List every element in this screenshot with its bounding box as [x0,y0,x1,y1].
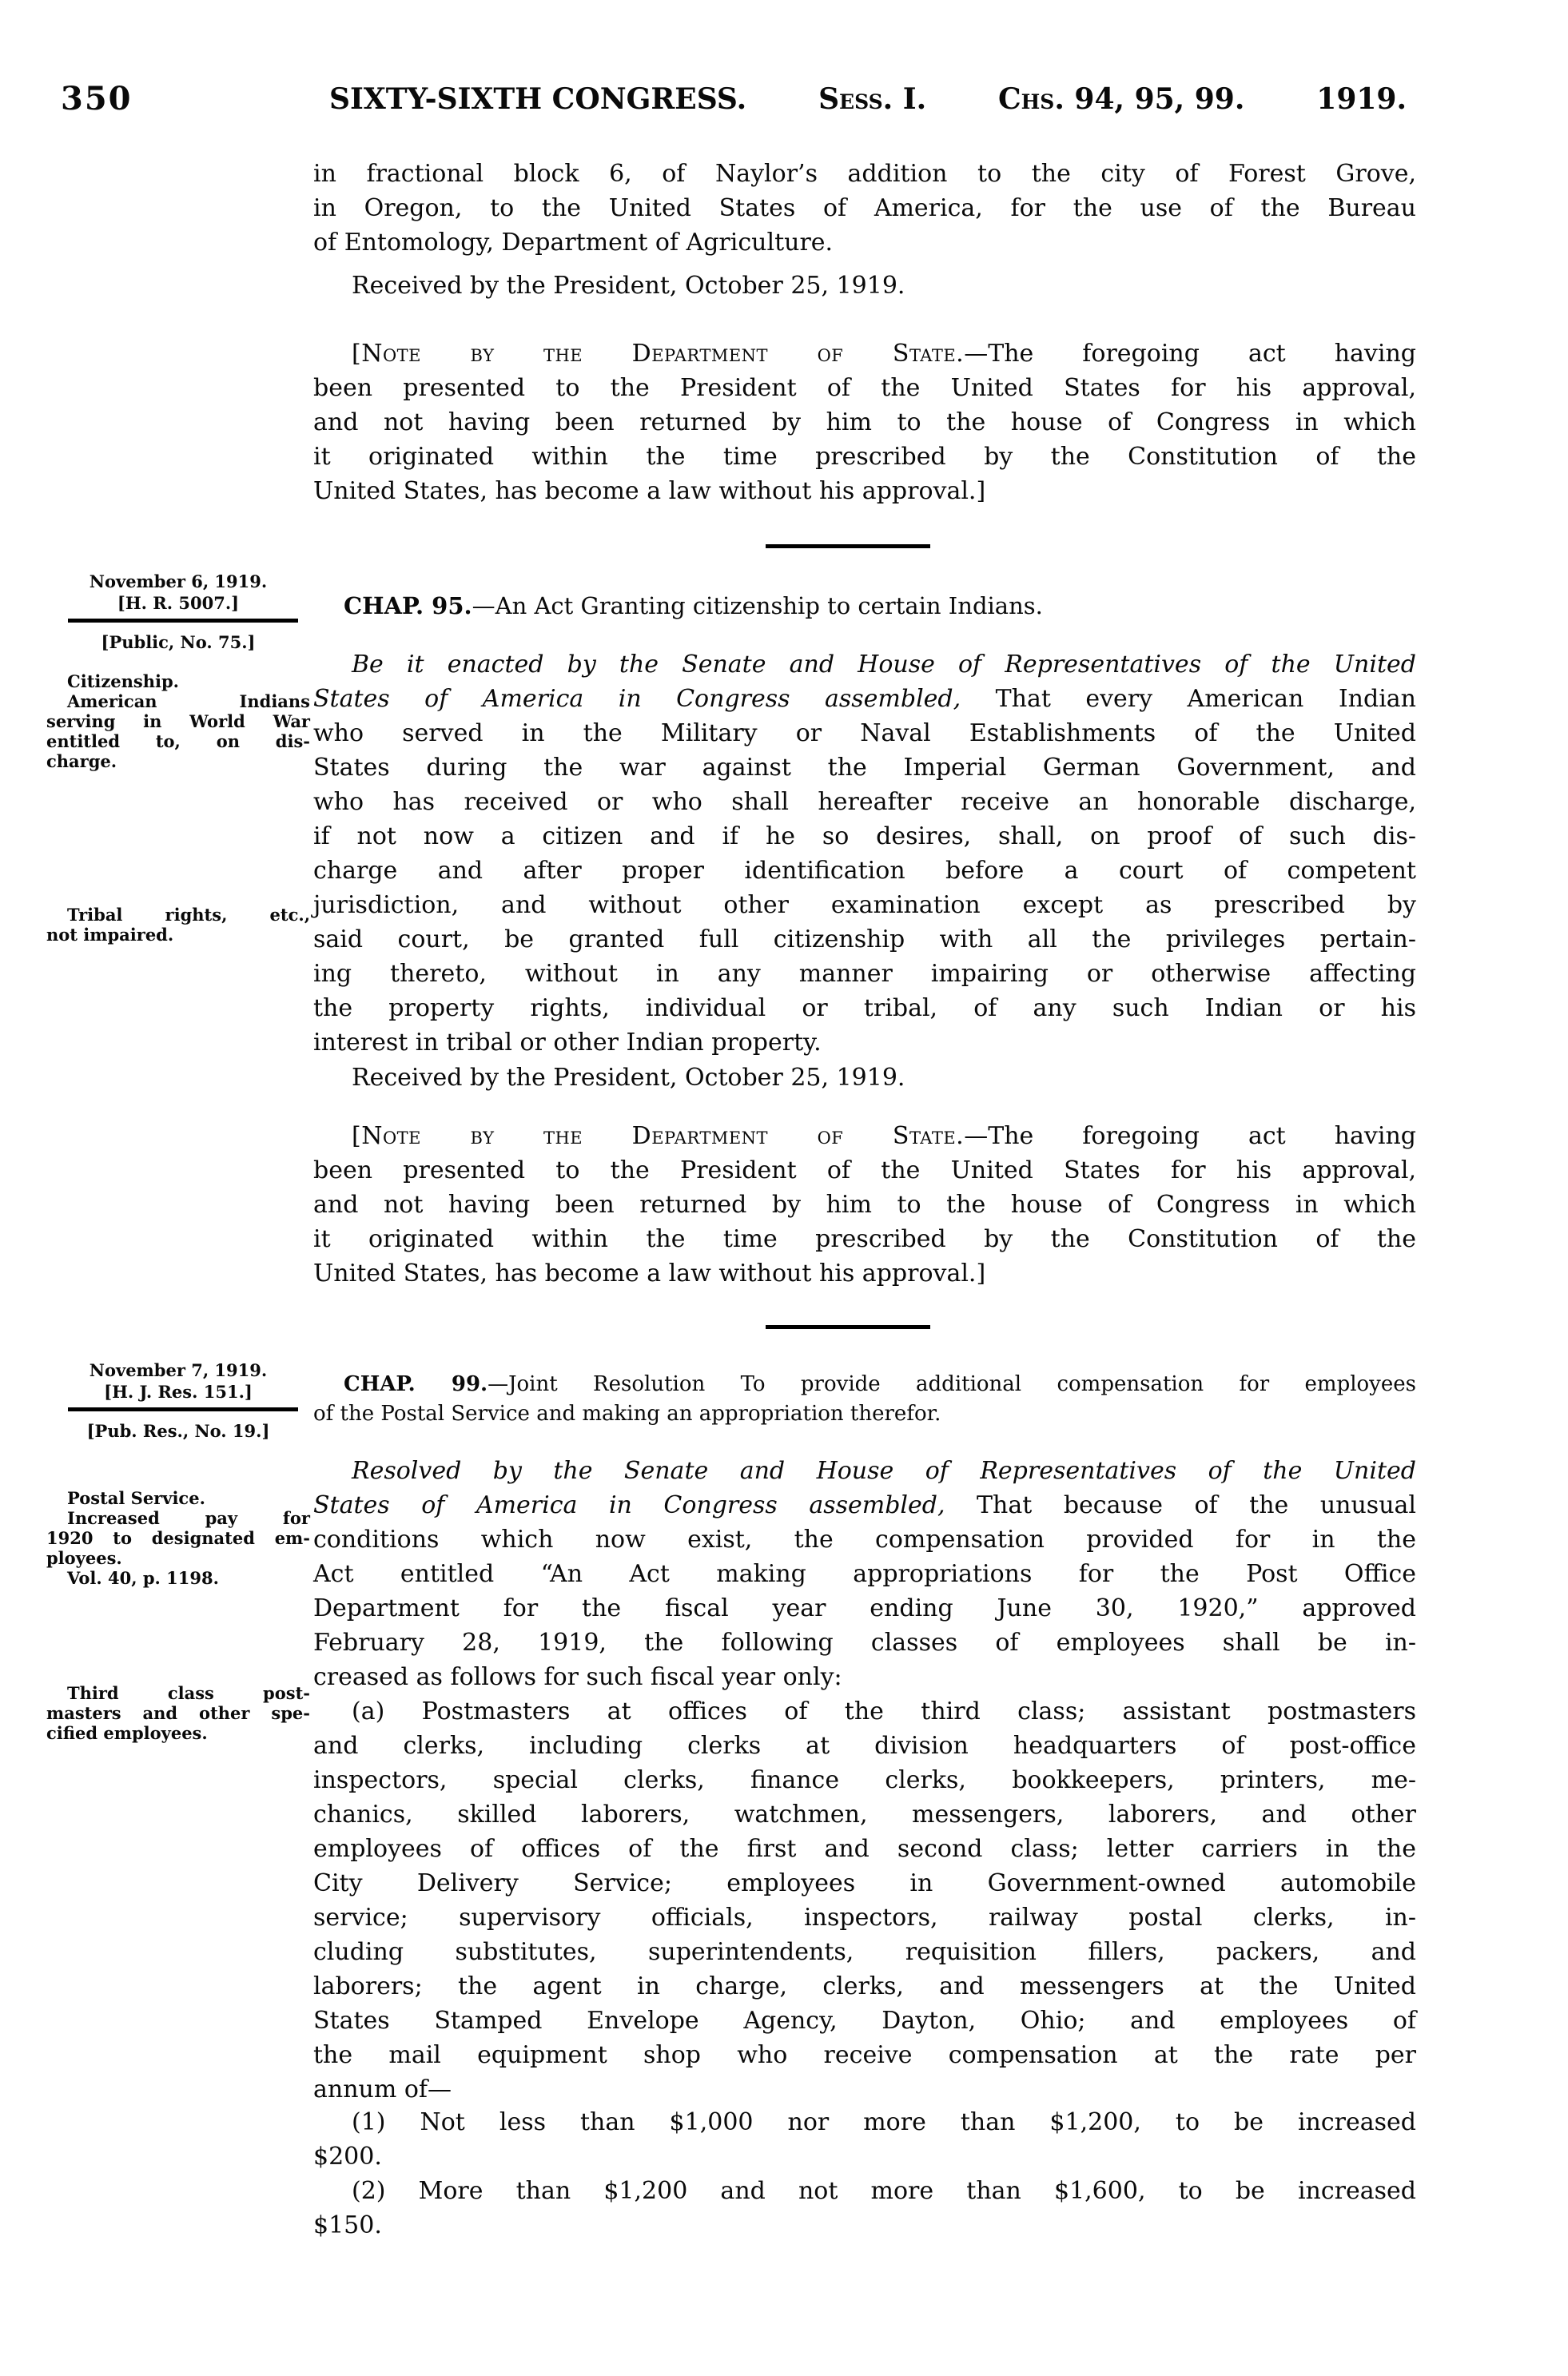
text-line: service; supervisory officials, inspectors, railway postal clerks, in- [313,1904,1416,1932]
note-lead: [Note by the Department of State. [352,340,965,368]
enacting-roman-2: That every American Indian [961,685,1416,713]
margin-divider-rule [68,1407,298,1411]
enacting-italic-1: Be it enacted by the Senate and House of Representatives of the United [352,651,1416,679]
text-line: ployees. [46,1548,122,1568]
act99-chap-title-1: —Joint Resolution To provide additional compensation for employees [488,1372,1416,1396]
act99-margin-subject: Postal Service. [67,1488,205,1508]
note-body-lines [313,371,1416,508]
act95-enacting-clause [313,647,1416,1060]
act99-margin-date: November 7, 1919. [89,1360,268,1380]
note-body-lines [313,1153,1416,1291]
text-line: Increased pay for [67,1508,310,1528]
act99-item-1 [313,2105,1416,2174]
act95-state-note [313,1119,1416,1291]
note-lead-rest: —The foregoing act having [964,1122,1416,1150]
act95-margin-date-block [46,571,310,614]
act99-margin-note-pay [46,1508,310,1568]
text-line: charge. [46,751,117,771]
text-line: City Delivery Service; employees in Government-owned automobile [313,1869,1416,1897]
text-line: in Oregon, to the United States of America, for the use of the Bureau [313,194,1416,222]
note-first-line [313,1119,1416,1153]
text-line: States during the war against the Imperial German Government, and [313,754,1416,782]
text-line: $200. [313,2143,382,2171]
enacting-italic-2: States of America in Congress assembled, [313,685,961,713]
resolved-italic-1: Resolved by the Senate and House of Representatives of the United [352,1457,1416,1485]
text-line: charge and after proper identification before a court of competent [313,857,1416,885]
text-line: it originated within the time prescribed by the Constitution of the [313,1225,1416,1253]
resolved-italic-2: States of America in Congress assembled, [313,1491,945,1519]
act99-item-2-lines [313,2174,1416,2243]
enacting-line-2 [313,682,1416,716]
text-line: and not having been returned by him to the house of Congress in which [313,1191,1416,1219]
text-line: $150. [313,2211,382,2239]
text-line: (1) Not less than $1,000 nor more than $1,200, to be increased [352,2108,1416,2136]
text-line: United States, has become a law without his approval.] [313,1260,986,1287]
text-line: creased as follows for such fiscal year only: [313,1663,842,1691]
act99-resolved-lines [313,1522,1416,1694]
text-line: Act entitled “An Act making appropriations for the Post Office [313,1560,1416,1588]
text-line: who served in the Military or Naval Establishments of the United [313,719,1416,747]
text-line: American Indians [67,691,310,711]
running-head-chapters: Chs. 94, 95, 99. [998,82,1245,116]
text-line: if not now a citizen and if he so desires, shall, on proof of such dis- [313,822,1416,850]
running-head-year: 1919. [1316,82,1407,116]
resolved-line-1 [313,1454,1416,1488]
act95-margin-note-discharge [46,691,310,771]
act95-received-line: Received by the President, October 25, 1919. [352,1064,905,1092]
note-lead-rest: —The foregoing act having [964,340,1416,368]
text-line: chanics, skilled laborers, watchmen, messengers, laborers, and other [313,1801,1416,1829]
enacting-line-1 [313,647,1416,682]
text-line: ing thereto, without in any manner impairing or otherwise affecting [313,960,1416,988]
act99-margin-public-no: [Pub. Res., No. 19.] [86,1421,270,1441]
text-line: (a) Postmasters at offices of the third class; assistant postmasters [352,1697,1416,1725]
text-line: of Entomology, Department of Agriculture. [313,229,834,257]
text-line: interest in tribal or other Indian property. [313,1029,822,1057]
text-line: been presented to the President of the United States for his approval, [313,1156,1416,1184]
text-line: (2) More than $1,200 and not more than $1,600, to be increased [352,2177,1416,2205]
section-divider-rule [766,1325,930,1329]
act99-heading-line-1 [313,1370,1416,1399]
text-line: Third class post- [67,1683,310,1703]
act99-heading-line-2: of the Postal Service and making an appropriation therefor. [313,1402,941,1426]
text-line: United States, has become a law without his approval.] [313,477,986,505]
act99-item-1-lines [313,2105,1416,2174]
text-line: been presented to the President of the United States for his approval, [313,374,1416,402]
text-line: and not having been returned by him to the house of Congress in which [313,408,1416,436]
text-line: said court, be granted full citizenship with all the privileges pertain- [313,925,1416,953]
text-line: not impaired. [46,925,174,945]
text-line: employees of offices of the first and second class; letter carriers in the [313,1835,1416,1863]
text-line: it originated within the time prescribed by the Constitution of the [313,443,1416,471]
act95-body-lines [313,716,1416,1060]
text-line: the mail equipment shop who receive compensation at the rate per [313,2041,1416,2069]
running-head-congress: SIXTY-SIXTH CONGRESS. [329,82,747,116]
text-line: annum of— [313,2076,452,2103]
text-line: 1920 to designated em- [46,1528,310,1548]
text-line: inspectors, special clerks, finance clerks, bookkeepers, printers, me- [313,1766,1416,1794]
text-line: entitled to, on dis- [46,731,310,751]
resolved-roman-2: That because of the unusual [945,1491,1417,1519]
act94-state-note [313,336,1416,508]
text-line: Tribal rights, etc., [67,905,310,925]
text-line: jurisdiction, and without other examination except as prescribed by [313,891,1416,919]
text-line: conditions which now exist, the compensation provided for in the [313,1526,1416,1554]
running-head [329,82,1407,116]
text-line: the property rights, individual or tribal, of any such Indian or his [313,994,1416,1022]
act99-margin-bill: [H. J. Res. 151.] [104,1382,253,1402]
act99-resolving-clause [313,1454,1416,1694]
act99-item-2 [313,2174,1416,2243]
act95-chap-label: CHAP. 95. [344,592,472,619]
running-head-session: Sess. I. [818,82,927,116]
text-line: States Stamped Envelope Agency, Dayton, Ohio; and employees of [313,2007,1416,2035]
act99-margin-date-block [46,1359,310,1403]
act95-chapter-heading [313,591,1416,621]
act95-chap-title: —An Act Granting citizenship to certain Indians. [472,592,1043,619]
note-first-line [313,336,1416,371]
note-lead: [Note by the Department of State. [352,1122,965,1150]
text-line: masters and other spe- [46,1703,310,1723]
text-line: in fractional block 6, of Naylor’s addition to the city of Forest Grove, [313,160,1416,188]
act99-paragraph-a-lines [313,1694,1416,2107]
text-line: February 28, 1919, the following classes of employees shall be in- [313,1629,1416,1657]
section-divider-rule [766,544,930,548]
act99-margin-note-third-class [46,1683,310,1743]
act95-margin-note-tribal [46,905,310,945]
text-line: and clerks, including clerks at division headquarters of post-office [313,1732,1416,1760]
act95-margin-bill: [H. R. 5007.] [117,593,240,613]
text-line: serving in World War [46,711,310,731]
text-line: cluding substitutes, superintendents, requisition fillers, packers, and [313,1938,1416,1966]
act95-margin-subject: Citizenship. [67,671,179,691]
resolved-line-2 [313,1488,1416,1522]
page-number: 350 [61,80,133,117]
act95-margin-public-no: [Public, No. 75.] [101,632,256,652]
act94-continuation-paragraph [313,157,1416,260]
act99-chap-label: CHAP. 99. [344,1372,488,1396]
text-line: who has received or who shall hereafter receive an honorable discharge, [313,788,1416,816]
act99-chapter-heading [313,1370,1416,1429]
act94-received-line: Received by the President, October 25, 1919. [352,272,905,300]
text-line: Department for the fiscal year ending June 30, 1920,” approved [313,1594,1416,1622]
act95-heading-line [313,591,1416,621]
act95-margin-date: November 6, 1919. [89,571,268,591]
text-line: laborers; the agent in charge, clerks, and messengers at the United [313,1972,1416,2000]
act99-margin-vol-ref: Vol. 40, p. 1198. [67,1568,219,1588]
margin-divider-rule [68,619,298,623]
act99-paragraph-a [313,1694,1416,2107]
text-line: cified employees. [46,1723,208,1743]
